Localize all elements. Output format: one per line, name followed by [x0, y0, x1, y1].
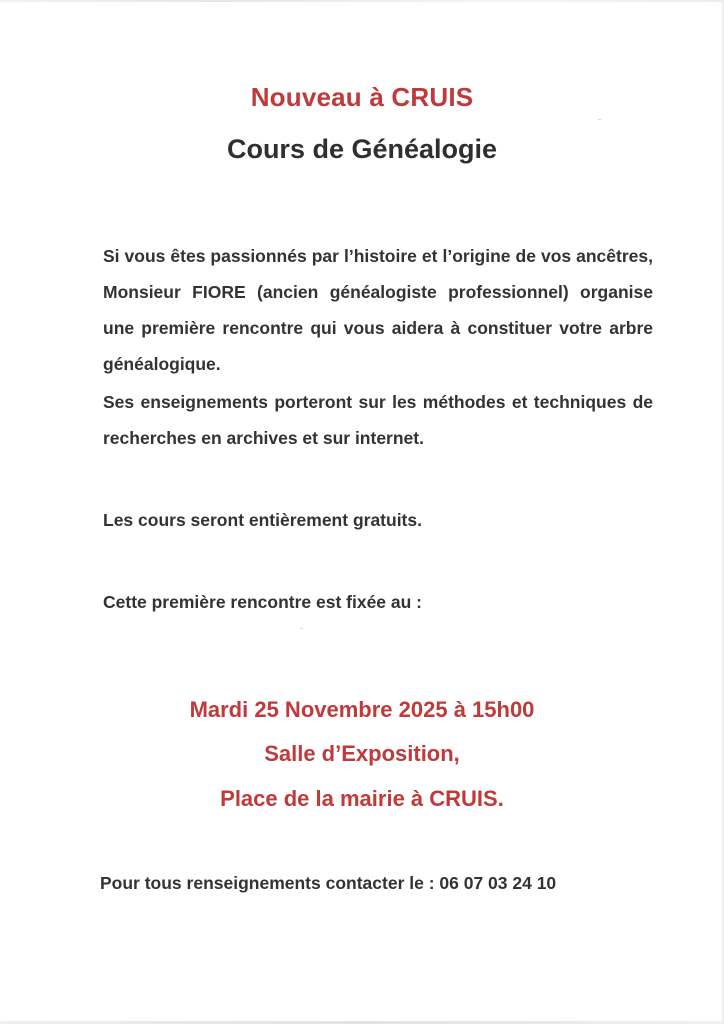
teaching-paragraph: Ses enseignements porteront sur les méthodes et techniques de recherches en archives et sur internet. [103, 392, 653, 448]
contact-line: Pour tous renseignements contacter le : 06 07 03 24 10 [100, 873, 557, 893]
page-title: Nouveau à CRUIS [250, 82, 474, 112]
page-subtitle: Cours de Généalogie [226, 134, 498, 164]
event-place: Place de la mairie à CRUIS. [220, 786, 504, 811]
free-notice: Les cours seront entièrement gratuits. [103, 510, 422, 530]
event-venue: Salle d’Exposition, [264, 741, 460, 766]
date-intro: Cette première rencontre est fixée au : [103, 592, 423, 612]
scan-edge-top [0, 0, 724, 2]
scan-speck [300, 628, 303, 629]
intro-paragraph: Si vous êtes passionnés par l’histoire et l’origine de vos ancêtres, Monsieur FIORE (ancien généalogiste professionnel) organise une première rencontre qui vous aidera à constituer votre arbre généalogique. [103, 246, 653, 374]
scan-speck [598, 119, 601, 120]
event-date-time: Mardi 25 Novembre 2025 à 15h00 [189, 697, 535, 722]
